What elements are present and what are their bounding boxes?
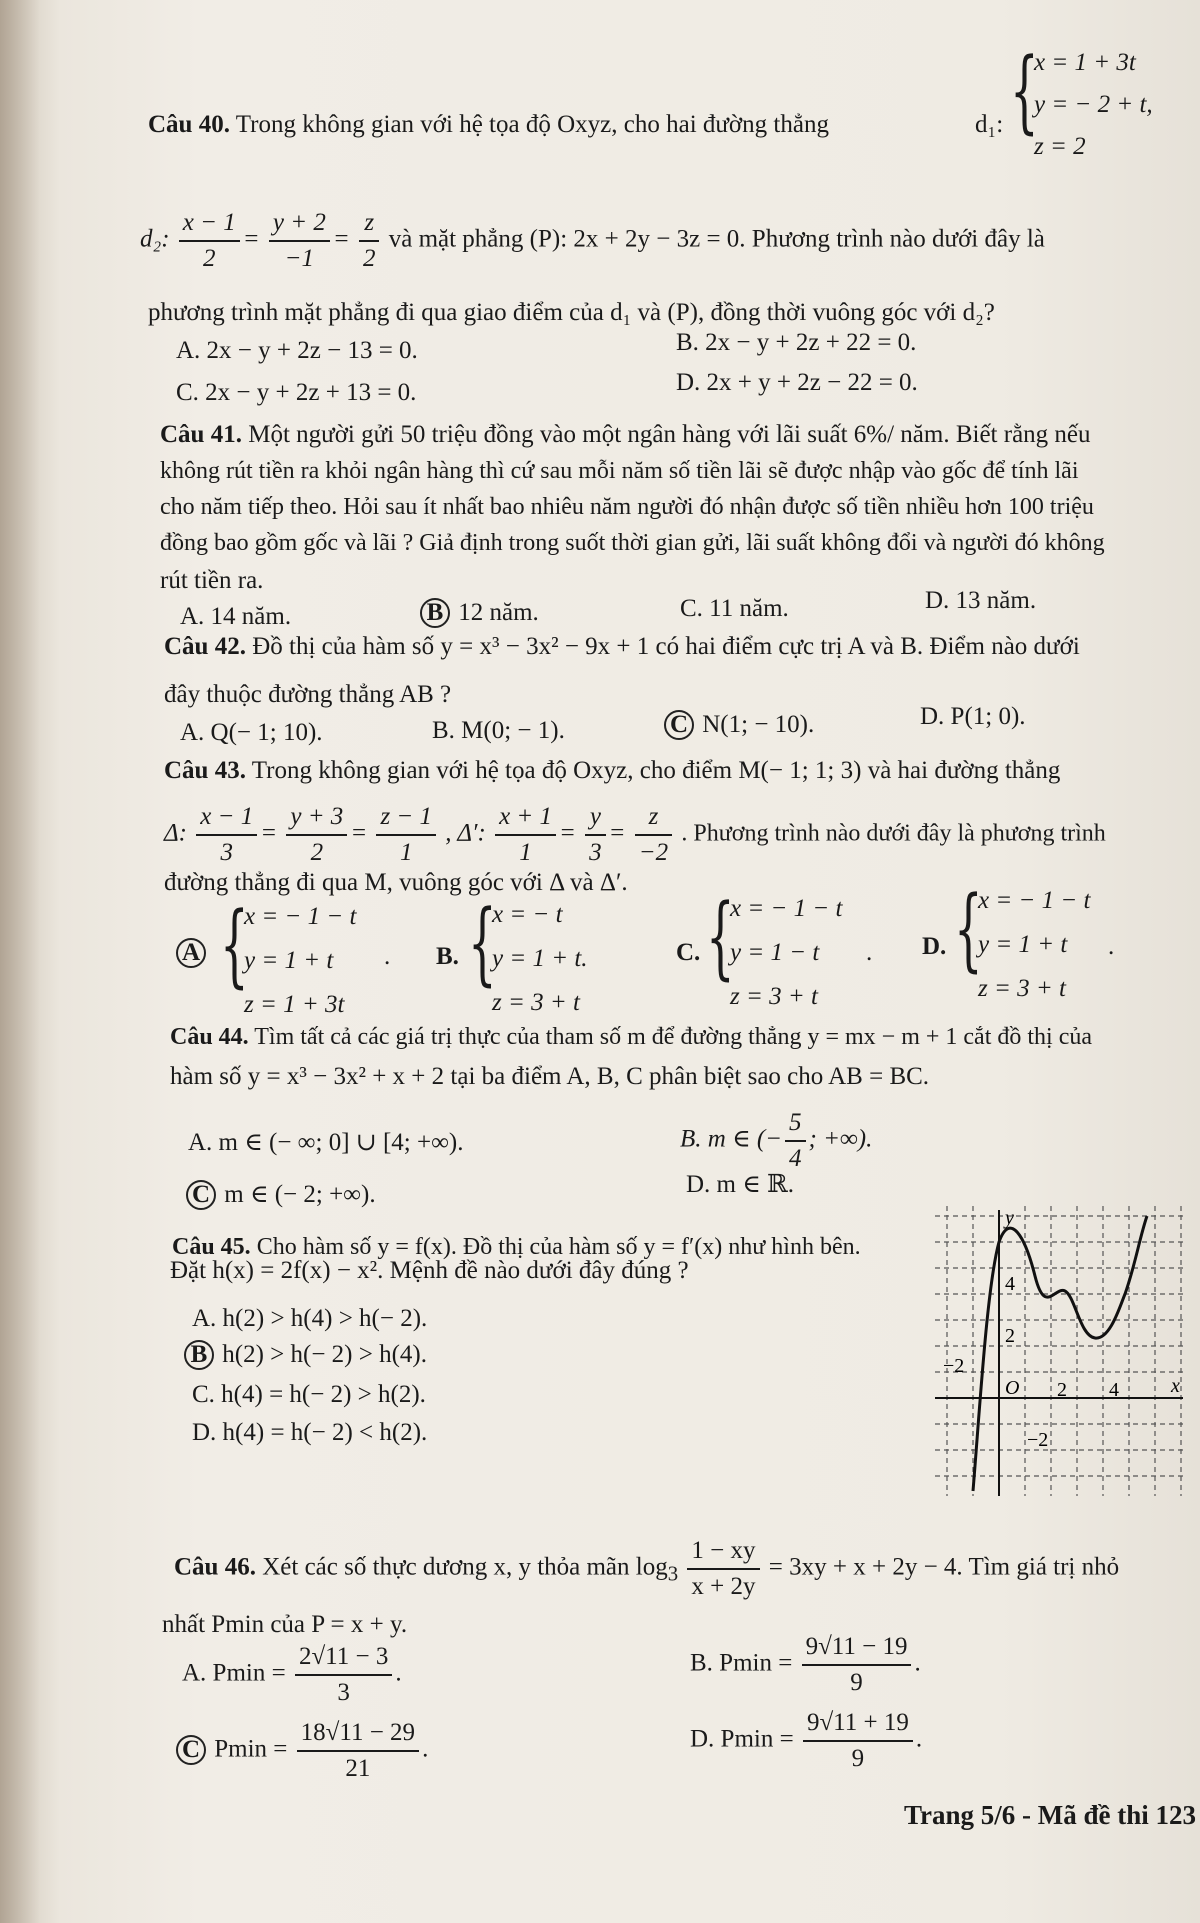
q43-line3: đường thẳng đi qua M, vuông góc với Δ và Δ′.: [164, 869, 628, 896]
q42-option-c-text: N(1; − 10).: [702, 711, 815, 738]
q40-label: Câu 40.: [148, 111, 230, 138]
fraction: [376, 800, 436, 870]
q45-label: Câu 45.: [172, 1234, 251, 1260]
q43-label: Câu 43.: [164, 757, 246, 784]
numerator: x − 1: [179, 206, 240, 242]
brace: {: [220, 893, 249, 998]
brace: {: [954, 877, 983, 982]
system-row: x = − t: [492, 901, 563, 928]
numerator: z: [359, 206, 380, 242]
q40-d2-line: d₂: $\frac{x - 1}{2}$ = $\frac{y + 2}{-1}$ = $\frac{z}{2}$ và mặt phẳng (P): 2x + 2y − 3z = 0. Phương trình nào dưới đây là: [140, 206, 1045, 276]
q45-text: Cho hàm số y = f(x). Đồ thị của hàm số y = f′(x) như hình bên.: [256, 1234, 861, 1260]
answer-circle: C: [664, 710, 694, 740]
option-letter: D.: [922, 933, 947, 960]
system-row: y = 1 − t: [730, 939, 820, 966]
q44-option-d: D. m ∈ ℝ.: [686, 1171, 795, 1198]
q40-option-d: D. 2x + y + 2z − 22 = 0.: [676, 369, 918, 396]
fraction: [785, 1106, 806, 1176]
fraction: [802, 1630, 912, 1700]
q40-text1: Trong không gian với hệ tọa độ Oxyz, cho hai đường thẳng: [235, 111, 829, 138]
numerator: 1 − xy: [687, 1534, 759, 1570]
y-axis-label: y: [1005, 1207, 1014, 1229]
q46-log-base: 3: [667, 1561, 679, 1586]
q40-d1-system: [1010, 39, 1200, 192]
brace: {: [706, 885, 735, 990]
system-row: z = 3 + t: [492, 989, 580, 1016]
fraction: [196, 800, 257, 870]
q46-text-b: = 3xy + x + 2y − 4. Tìm giá trị nhỏ: [768, 1553, 1120, 1581]
q41-option-b: [420, 596, 539, 630]
q44-line2: hàm số y = x³ − 3x² + x + 2 tại ba điểm A, B, C phân biệt sao cho AB = BC.: [170, 1063, 930, 1090]
q41-line2: không rút tiền ra khỏi ngân hàng thì cứ sau mỗi năm số tiền lãi sẽ được nhập vào gốc để tính lãi: [160, 458, 1079, 484]
q45-line2: Đặt h(x) = 2f(x) − x². Mệnh đề nào dưới đây đúng ?: [170, 1257, 689, 1284]
q40-intro: [148, 108, 829, 142]
y-tick-2: 2: [1005, 1325, 1015, 1347]
denominator: 9: [850, 1669, 863, 1696]
q43-option-c-end: .: [866, 939, 873, 966]
denominator: −2: [638, 839, 669, 866]
numerator: 2√11 − 3: [295, 1640, 392, 1676]
system-row: z = 1 + 3t: [244, 991, 345, 1018]
q43-delta-prefix: Δ:: [164, 819, 187, 847]
q46-option-a: A. Pmin = $\frac{2√11 - 3}{3}$ .: [182, 1640, 402, 1710]
q44-option-a: A. m ∈ (− ∞; 0] ∪ [4; +∞).: [188, 1129, 464, 1156]
denominator: 2: [362, 245, 376, 272]
q40-option-b: B. 2x − y + 2z + 22 = 0.: [676, 329, 917, 356]
q42-option-a: A. Q(− 1; 10).: [180, 719, 323, 746]
q44-option-c: [186, 1178, 376, 1212]
q40-d1-row: x = 1 + 3t: [1034, 49, 1136, 76]
graph-axes: [935, 1210, 1183, 1496]
q43-line2: Δ: $\frac{x - 1}{3}$ = $\frac{y + 3}{2}$ = $\frac{z - 1}{1}$ , Δ′: $\frac{x + 1}{1}$ = $\frac{y}{3}$ = $\frac{z}{-2}$ . Phương trình nào dưới đây là phương trình: [164, 800, 1106, 870]
answer-circle: B: [420, 598, 450, 628]
system-row: x = − 1 − t: [244, 903, 357, 930]
q42-line1: [164, 630, 1080, 664]
q40-d1-row: z = 2: [1034, 133, 1086, 160]
q41-text: Một người gửi 50 triệu đồng vào một ngân hàng với lãi suất 6%/ năm. Biết rằng nếu: [248, 421, 1091, 448]
q44-line1: [170, 1020, 1092, 1054]
q43-line2-tail: . Phương trình nào dưới đây là phương trình: [681, 820, 1106, 847]
q42-option-d: D. P(1; 0).: [920, 703, 1026, 730]
q44-label: Câu 44.: [170, 1024, 249, 1050]
graph-grid: [935, 1206, 1185, 1496]
option-letter: C.: [676, 939, 701, 966]
q43-option-d-letter: [922, 930, 946, 964]
numerator: y + 2: [269, 206, 330, 242]
q43-option-a-end: .: [384, 943, 391, 970]
denominator: 3: [337, 1679, 350, 1706]
answer-circle: A: [176, 938, 206, 968]
q43-line1: [164, 754, 1060, 788]
q41-line3: cho năm tiếp theo. Hỏi sau ít nhất bao nhiêu năm người đó nhận được số tiền nhiều hơn 100 triệu: [160, 494, 1094, 520]
q41-option-d: D. 13 năm.: [925, 587, 1037, 614]
q40-option-c: C. 2x − y + 2z + 13 = 0.: [176, 379, 417, 406]
fraction: [803, 1706, 913, 1776]
fraction: [295, 1640, 392, 1710]
q40-option-a: A. 2x − y + 2z − 13 = 0.: [176, 337, 418, 364]
q40-d1-name: d₁:: [975, 111, 1004, 138]
denominator: 1: [519, 839, 532, 866]
fraction: [297, 1716, 419, 1786]
fraction: [495, 800, 556, 870]
denominator: −1: [284, 245, 315, 272]
q42-option-c: [664, 708, 814, 742]
q41-option-b-text: 12 năm.: [458, 599, 539, 626]
fraction: [359, 206, 380, 276]
system-row: y = 1 + t: [244, 947, 334, 974]
q40-d1-row: y = − 2 + t,: [1034, 91, 1153, 118]
q46-label: Câu 46.: [174, 1553, 256, 1581]
q42-line2: đây thuộc đường thẳng AB ?: [164, 681, 452, 708]
q43-option-d-system: [954, 877, 1134, 1010]
answer-circle: B: [184, 1340, 214, 1370]
denominator: 4: [789, 1145, 802, 1172]
q40-text3: phương trình mặt phẳng đi qua giao điểm của d₁ và (P), đồng thời vuông góc với d₂?: [148, 299, 995, 326]
fraction: [585, 800, 606, 870]
fraction: [269, 206, 330, 276]
system-row: z = 3 + t: [978, 975, 1066, 1002]
y-tick-4: 4: [1005, 1273, 1015, 1295]
q46-option-d-prefix: D. Pmin =: [690, 1725, 794, 1753]
q46-line1: [174, 1534, 1119, 1604]
answer-circle: C: [176, 1735, 206, 1765]
q41-option-a: A. 14 năm.: [180, 603, 292, 630]
q44-text: Tìm tất cả các giá trị thực của tham số m để đường thẳng y = mx − m + 1 cắt đồ thị của: [254, 1024, 1093, 1050]
brace: {: [468, 891, 497, 996]
numerator: 9√11 + 19: [803, 1706, 913, 1742]
fraction: [635, 800, 672, 870]
x-tick-2: 2: [1057, 1379, 1067, 1401]
q43-text: Trong không gian với hệ tọa độ Oxyz, cho điểm M(− 1; 1; 3) và hai đường thẳng: [251, 757, 1061, 784]
numerator: 9√11 − 19: [802, 1630, 912, 1666]
q43-option-b-system: [468, 891, 628, 1024]
numerator: y + 3: [286, 800, 347, 836]
q41-line1: [160, 418, 1091, 452]
denominator: 3: [589, 839, 602, 866]
x-tick-neg2: −2: [943, 1355, 965, 1377]
fraction: [687, 1534, 759, 1604]
answer-circle: C: [186, 1180, 216, 1210]
q45-option-c: C. h(4) = h(− 2) > h(2).: [192, 1381, 426, 1408]
system-row: y = 1 + t.: [492, 945, 588, 972]
numerator: z − 1: [376, 800, 436, 836]
q46-text-a: Xét các số thực dương x, y thỏa mãn log: [262, 1553, 668, 1581]
numerator: z: [635, 800, 672, 836]
numerator: 5: [785, 1106, 806, 1142]
q40-d2-prefix: d₂:: [140, 225, 170, 253]
q45-option-a: A. h(2) > h(4) > h(− 2).: [192, 1305, 428, 1332]
q46-option-b-prefix: B. Pmin =: [690, 1649, 793, 1677]
q43-option-c-system: [706, 885, 886, 1018]
q42-label: Câu 42.: [164, 633, 246, 660]
numerator: x + 1: [495, 800, 556, 836]
q45-option-b-text: h(2) > h(− 2) > h(4).: [222, 1341, 427, 1368]
q46-line2: nhất Pmin của P = x + y.: [162, 1611, 408, 1638]
q43-option-a-letter: [176, 936, 208, 970]
system-row: y = 1 + t: [978, 931, 1068, 958]
y-tick-neg2: −2: [1027, 1429, 1049, 1451]
q41-line4: đồng bao gồm gốc và lãi ? Giả định trong suốt thời gian gửi, lãi suất không đổi và người đó không: [160, 530, 1105, 556]
fraction: [179, 206, 240, 276]
page-footer: Trang 5/6 - Mã đề thi 123: [904, 1800, 1196, 1830]
q46-option-c: C Pmin = $\frac{18√11 - 29}{21}$ .: [176, 1716, 428, 1786]
q41-label: Câu 41.: [160, 421, 242, 448]
x-tick-4: 4: [1109, 1379, 1119, 1401]
q44-option-c-text: m ∈ (− 2; +∞).: [224, 1181, 376, 1208]
q41-option-c: C. 11 năm.: [680, 595, 789, 622]
derivative-graph: [935, 1206, 1185, 1496]
q43-option-c-letter: [676, 936, 700, 970]
denominator: x + 2y: [691, 1573, 756, 1600]
q43-option-a-system: [220, 893, 400, 1026]
brace: {: [1010, 39, 1039, 144]
q43-option-d-end: .: [1108, 933, 1115, 960]
numerator: 18√11 − 29: [297, 1716, 419, 1752]
denominator: 2: [310, 839, 324, 866]
page-edge-shadow: [0, 0, 40, 1923]
q45-option-d: D. h(4) = h(− 2) < h(2).: [192, 1419, 428, 1446]
numerator: x − 1: [196, 800, 257, 836]
system-row: x = − 1 − t: [978, 887, 1091, 914]
q43-delta2-prefix: , Δ′:: [445, 819, 486, 847]
q44-option-b: [680, 1106, 872, 1176]
system-row: z = 3 + t: [730, 983, 818, 1010]
numerator: y: [585, 800, 606, 836]
x-axis-label: x: [1171, 1375, 1180, 1397]
fraction: [286, 800, 347, 870]
q40-text2: và mặt phẳng (P): 2x + 2y − 3z = 0. Phương trình nào dưới đây là: [388, 225, 1045, 253]
denominator: 3: [220, 839, 233, 866]
denominator: 9: [851, 1745, 865, 1772]
system-row: x = − 1 − t: [730, 895, 843, 922]
denominator: 21: [345, 1755, 371, 1782]
origin-label: O: [1005, 1377, 1020, 1399]
q42-option-b: B. M(0; − 1).: [432, 717, 565, 744]
q46-option-d: D. Pmin = $\frac{9√11 + 19}{9}$ .: [690, 1706, 922, 1776]
q46-option-c-prefix: Pmin =: [214, 1735, 288, 1763]
option-letter: B.: [436, 943, 459, 970]
q44-option-b-suffix: ; +∞).: [808, 1125, 873, 1153]
denominator: 1: [399, 839, 413, 866]
q45-option-b: [184, 1338, 427, 1372]
q42-text: Đồ thị của hàm số y = x³ − 3x² − 9x + 1 có hai điểm cực trị A và B. Điểm nào dưới: [252, 633, 1080, 660]
q43-option-b-letter: [436, 940, 459, 974]
denominator: 2: [203, 245, 216, 272]
q44-option-b-prefix: B. m ∈ (−: [680, 1125, 783, 1153]
q46-option-b: B. Pmin = $\frac{9√11 - 19}{9}$ .: [690, 1630, 921, 1700]
q41-line5: rút tiền ra.: [160, 567, 264, 594]
q46-option-a-prefix: A. Pmin =: [182, 1659, 286, 1687]
